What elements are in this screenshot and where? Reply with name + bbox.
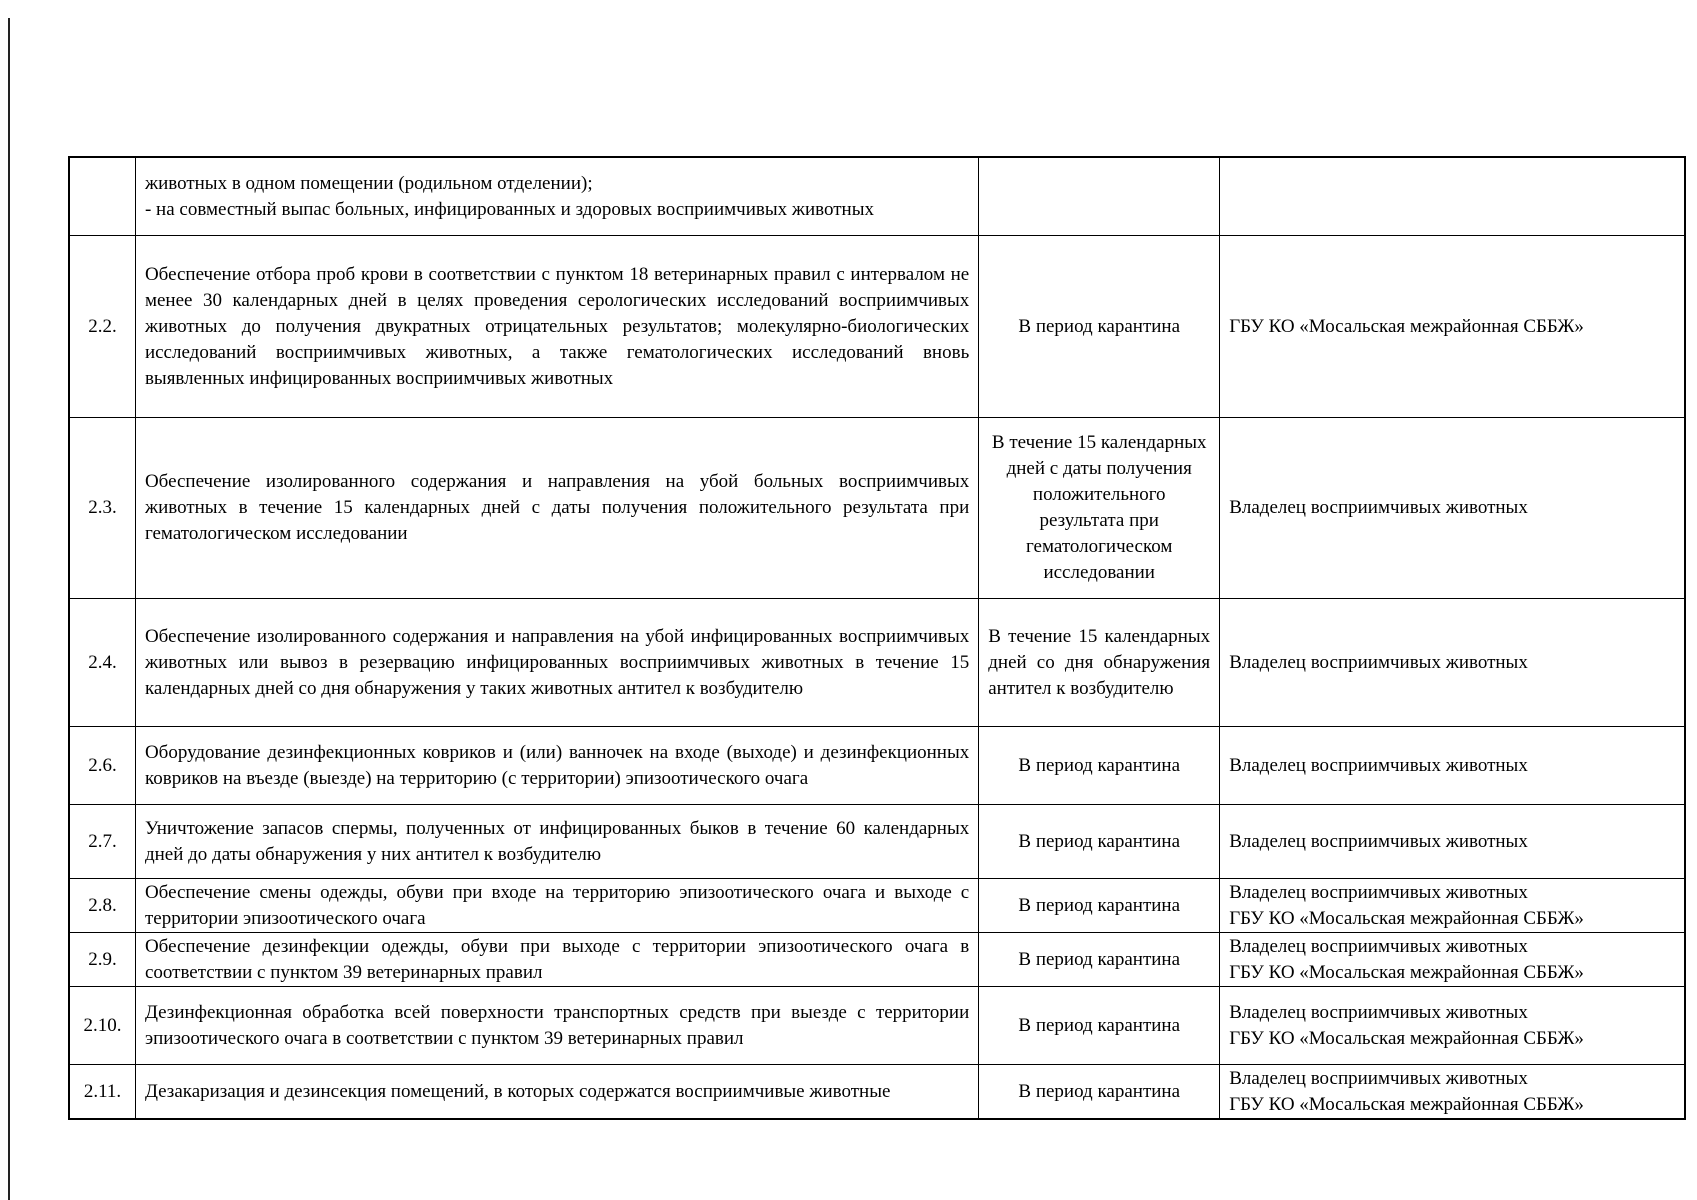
term-text: В период карантина [979, 804, 1220, 878]
responsible-text [1220, 932, 1685, 986]
scan-edge-line [8, 18, 10, 1200]
row-number: 2.3. [69, 417, 135, 598]
table-row [69, 804, 1685, 878]
term-text: В период карантина [979, 726, 1220, 804]
responsible-line: Владелец восприимчивых животных [1229, 830, 1528, 852]
responsible-line: Владелец восприимчивых животных [1229, 754, 1528, 776]
row-number [69, 157, 135, 235]
table-row [69, 1064, 1685, 1119]
term-text: В период карантина [979, 932, 1220, 986]
responsible-text [1220, 157, 1685, 235]
table-row [69, 598, 1685, 726]
table-row [69, 726, 1685, 804]
responsible-text [1220, 598, 1685, 726]
responsible-line: Владелец восприимчивых животных [1229, 935, 1528, 957]
responsible-text [1220, 1064, 1685, 1119]
row-number: 2.7. [69, 804, 135, 878]
measure-text: Обеспечение изолированного содержания и направления на убой инфицированных восприимчивых животных или вывоз в резервацию инфицированных восприимчивых животных в течение 15 календарных дней со дня обнаружения у таких животных антител к возбудителю [135, 598, 978, 726]
term-text: В период карантина [979, 235, 1220, 417]
measure-text: Обеспечение дезинфекции одежды, обуви при выходе с территории эпизоотического очага в соответствии с пунктом 39 ветеринарных правил [135, 932, 978, 986]
measure-text: Уничтожение запасов спермы, полученных от инфицированных быков в течение 60 календарных дней до даты обнаружения у них антител к возбудителю [135, 804, 978, 878]
responsible-text [1220, 878, 1685, 932]
responsible-line: ГБУ КО «Мосальская межрайонная СББЖ» [1229, 315, 1584, 337]
responsible-text [1220, 417, 1685, 598]
table-row [69, 986, 1685, 1064]
term-text: В течение 15 календарных дней со дня обнаружения антител к возбудителю [979, 598, 1220, 726]
table-row [69, 417, 1685, 598]
responsible-line: Владелец восприимчивых животных [1229, 1001, 1528, 1023]
responsible-line: ГБУ КО «Мосальская межрайонная СББЖ» [1229, 1027, 1584, 1049]
term-text: В течение 15 календарных дней с даты получения положительного результата при гематологическом исследовании [979, 417, 1220, 598]
measure-text: Обеспечение изолированного содержания и направления на убой больных восприимчивых животных в течение 15 календарных дней с даты получения положительного результата при гематологическом исследовании [135, 417, 978, 598]
measures-table [68, 156, 1686, 1120]
table-row [69, 235, 1685, 417]
term-text: В период карантина [979, 986, 1220, 1064]
responsible-text [1220, 986, 1685, 1064]
table-row [69, 932, 1685, 986]
responsible-line: Владелец восприимчивых животных [1229, 1067, 1528, 1089]
responsible-line: Владелец восприимчивых животных [1229, 881, 1528, 903]
responsible-text [1220, 804, 1685, 878]
responsible-line: ГБУ КО «Мосальская межрайонная СББЖ» [1229, 961, 1584, 983]
row-number: 2.6. [69, 726, 135, 804]
responsible-line: ГБУ КО «Мосальская межрайонная СББЖ» [1229, 907, 1584, 929]
measure-text: Дезакаризация и дезинсекция помещений, в которых содержатся восприимчивые животные [135, 1064, 978, 1119]
responsible-line: ГБУ КО «Мосальская межрайонная СББЖ» [1229, 1093, 1584, 1115]
row-number: 2.4. [69, 598, 135, 726]
responsible-text [1220, 726, 1685, 804]
row-number: 2.9. [69, 932, 135, 986]
measure-text: Обеспечение смены одежды, обуви при входе на территорию эпизоотического очага и выходе с территории эпизоотического очага [135, 878, 978, 932]
table-row [69, 157, 1685, 235]
measure-text: животных в одном помещении (родильном отделении); - на совместный выпас больных, инфицированных и здоровых восприимчивых животных [135, 157, 978, 235]
row-number: 2.10. [69, 986, 135, 1064]
term-text [979, 157, 1220, 235]
measure-text: Дезинфекционная обработка всей поверхности транспортных средств при выезде с территории эпизоотического очага в соответствии с пунктом 39 ветеринарных правил [135, 986, 978, 1064]
measure-text: Оборудование дезинфекционных ковриков и (или) ванночек на входе (выходе) и дезинфекционных ковриков на въезде (выезде) на территорию (с территории) эпизоотического очага [135, 726, 978, 804]
measure-text: Обеспечение отбора проб крови в соответствии с пунктом 18 ветеринарных правил с интервалом не менее 30 календарных дней в целях проведения серологических исследований восприимчивых животных до получения двукратных отрицательных результатов; молекулярно-биологических исследований восприимчивых животных, а также гематологических исследований вновь выявленных инфицированных восприимчивых животных [135, 235, 978, 417]
responsible-text [1220, 235, 1685, 417]
row-number: 2.11. [69, 1064, 135, 1119]
term-text: В период карантина [979, 1064, 1220, 1119]
responsible-line: Владелец восприимчивых животных [1229, 497, 1528, 518]
term-text: В период карантина [979, 878, 1220, 932]
table-row [69, 878, 1685, 932]
row-number: 2.2. [69, 235, 135, 417]
row-number: 2.8. [69, 878, 135, 932]
responsible-line: Владелец восприимчивых животных [1229, 651, 1528, 673]
